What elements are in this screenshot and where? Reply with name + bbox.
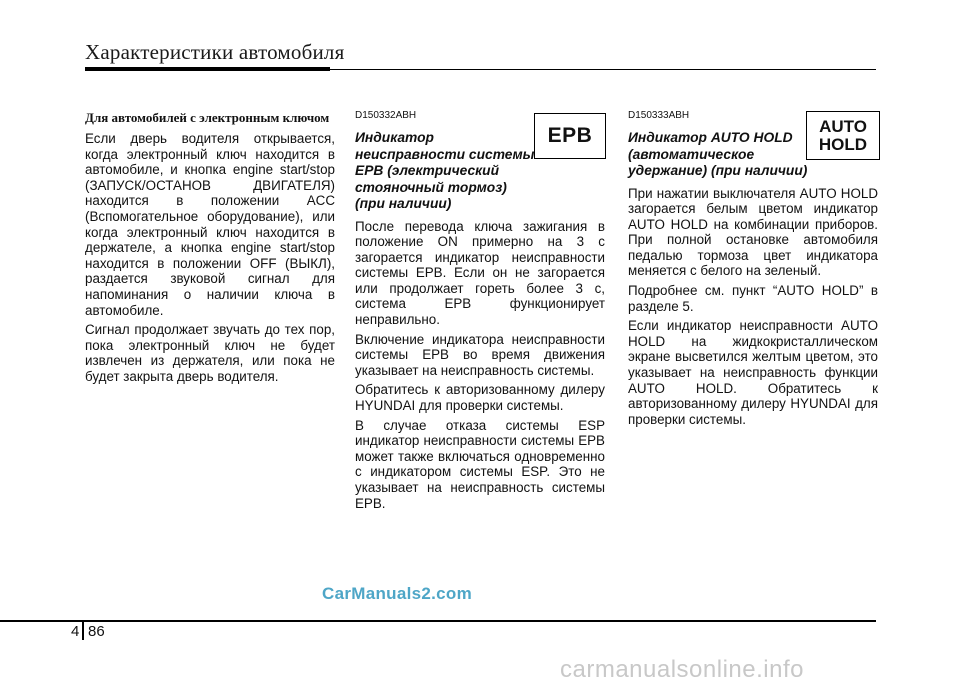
epb-paragraph-1: После перевода ключа зажигания в положение ON примерно на 3 с загорается индикатор неисправности системы EPB. Если он не загорается или продолжает гореть более 3 с, система EPB функционирует неправильно. bbox=[355, 218, 605, 328]
auto-hold-paragraph-1: При нажатии выключателя AUTO HOLD загорается белым цветом индикатор AUTO HOLD на комбинации приборов. При полной остановке автомобиля педалью тормоза цвет индикатора меняется с белого на зеленый. bbox=[628, 185, 878, 279]
page-header-title: Характеристики автомобиля bbox=[85, 40, 345, 64]
watermark-carmanuals2[interactable]: CarManuals2.com bbox=[322, 584, 472, 603]
epb-paragraph-3: Обратитесь к авторизованному дилеру HYUNDAI для проверки системы. bbox=[355, 382, 605, 414]
auto-hold-paragraph-3: Если индикатор неисправности AUTO HOLD на жидкокристаллическом экране высветился желтым цветом, это указывает на неисправность функции AUTO HOLD. Обратитесь к авторизованному дилеру HYUNDAI для проверки системы. bbox=[628, 318, 878, 427]
page-number: 86 bbox=[88, 623, 105, 640]
column-epb bbox=[355, 110, 605, 515]
epb-paragraph-2: Включение индикатора неисправности системы EPB во время движения указывает на неисправность системы. bbox=[355, 331, 605, 378]
auto-hold-paragraph-2: Подробнее см. пункт “AUTO HOLD” в разделе 5. bbox=[628, 283, 878, 314]
smart-key-paragraph-2: Сигнал продолжает звучать до тех пор, пока электронный ключ не будет извлечен из держателя, или пока не будет закрыта дверь водителя. bbox=[85, 322, 335, 384]
smart-key-heading: Для автомобилей с электронным ключом bbox=[85, 110, 330, 125]
watermark-carmanualsonline[interactable]: carmanualsonline.info bbox=[560, 656, 804, 683]
epb-paragraph-4: В случае отказа системы ESP индикатор неисправности системы EPB может также включаться одновременно с индикатором системы ESP. Это не указывает на неисправность системы EPB. bbox=[355, 417, 605, 511]
footer-rule bbox=[0, 620, 876, 622]
epb-warning-icon bbox=[534, 113, 606, 159]
page-number-separator bbox=[82, 620, 84, 640]
auto-hold-icon-line-1: AUTO bbox=[819, 116, 867, 136]
auto-hold-indicator-icon bbox=[806, 111, 880, 160]
header-rule-thin bbox=[330, 69, 876, 70]
header-rule-thick bbox=[85, 67, 330, 71]
auto-hold-heading: Индикатор AUTO HOLD (автоматическое удержание) (при наличии) bbox=[628, 130, 808, 178]
auto-hold-icon-label bbox=[811, 116, 875, 155]
auto-hold-icon-line-2: HOLD bbox=[818, 134, 868, 154]
epb-section-code: D150332ABH bbox=[355, 110, 417, 121]
smart-key-paragraph-1: Если дверь водителя открывается, когда электронный ключ находится в автомобиле, и кнопка engine start/stop (ЗАПУСК/ОСТАНОВ ДВИГАТЕЛЯ) находится в положении ACC (Вспомогательное оборудование), или когда электронный ключ находится в держателе, а кнопка engine start/stop находится в положении OFF (ВЫКЛ), раздается звуковой сигнал для напоминания о наличии ключа в автомобиле. bbox=[85, 131, 335, 318]
column-smart-key bbox=[85, 110, 335, 389]
chapter-number: 4 bbox=[71, 623, 80, 640]
auto-hold-section-code: D150333ABH bbox=[628, 110, 690, 121]
epb-heading: Индикатор неисправности системы EPB (электрический стояночный тормоз) (при наличии) bbox=[355, 130, 535, 211]
epb-icon-label: EPB bbox=[547, 124, 593, 147]
